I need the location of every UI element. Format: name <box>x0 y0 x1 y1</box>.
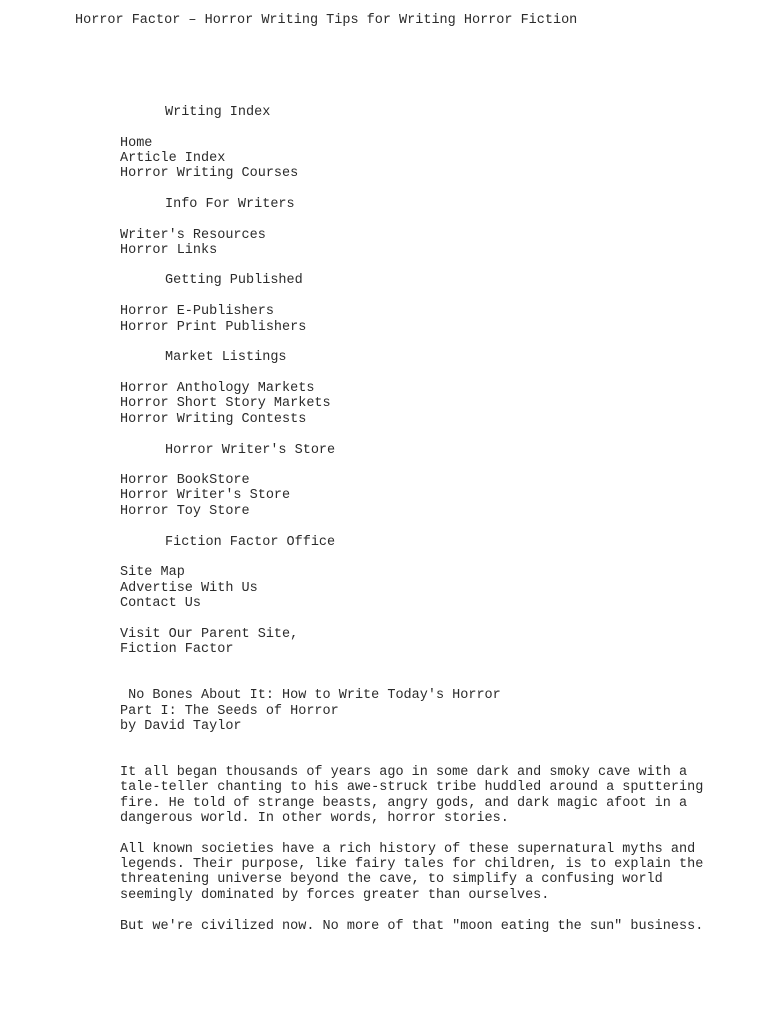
nav-link-advertise-with-us[interactable]: Advertise With Us <box>120 581 258 596</box>
paragraph-line: legends. Their purpose, like fairy tales for children, is to explain the <box>120 857 704 872</box>
nav-link-horror-bookstore[interactable]: Horror BookStore <box>120 473 250 488</box>
paragraph-line: But we're civilized now. No more of that "moon eating the sun" business. <box>120 919 704 934</box>
nav-link-home[interactable]: Home <box>120 136 153 151</box>
nav-link-contact-us[interactable]: Contact Us <box>120 596 202 611</box>
section-heading-fiction-factor-office: Fiction Factor Office <box>165 535 336 550</box>
nav-link-horror-toy-store[interactable]: Horror Toy Store <box>120 504 250 519</box>
nav-link-fiction-factor[interactable]: Fiction Factor <box>120 642 234 657</box>
nav-link-horror-print-publishers[interactable]: Horror Print Publishers <box>120 320 307 335</box>
nav-link-horror-writers-store[interactable]: Horror Writer's Store <box>120 488 291 503</box>
nav-link-article-index[interactable]: Article Index <box>120 151 226 166</box>
nav-link-horror-writing-courses[interactable]: Horror Writing Courses <box>120 166 299 181</box>
nav-link-horror-writing-contests[interactable]: Horror Writing Contests <box>120 412 307 427</box>
section-heading-writing-index: Writing Index <box>165 105 271 120</box>
article-title: No Bones About It: How to Write Today's Horror <box>120 688 501 703</box>
paragraph-line: dangerous world. In other words, horror stories. <box>120 811 509 826</box>
article-byline: by David Taylor <box>120 719 242 734</box>
section-heading-info-for-writers: Info For Writers <box>165 197 295 212</box>
parent-site-text: Visit Our Parent Site, <box>120 627 299 642</box>
nav-link-horror-links[interactable]: Horror Links <box>120 243 218 258</box>
nav-link-writers-resources[interactable]: Writer's Resources <box>120 228 266 243</box>
paragraph-line: fire. He told of strange beasts, angry gods, and dark magic afoot in a <box>120 796 688 811</box>
nav-link-horror-e-publishers[interactable]: Horror E-Publishers <box>120 304 274 319</box>
section-heading-market-listings: Market Listings <box>165 350 287 365</box>
paragraph-line: It all began thousands of years ago in some dark and smoky cave with a <box>120 765 688 780</box>
section-heading-horror-writers-store: Horror Writer's Store <box>165 443 336 458</box>
article-part: Part I: The Seeds of Horror <box>120 704 339 719</box>
paragraph-line: threatening universe beyond the cave, to simplify a confusing world <box>120 872 663 887</box>
paragraph-line: seemingly dominated by forces greater than ourselves. <box>120 888 550 903</box>
section-heading-getting-published: Getting Published <box>165 273 303 288</box>
nav-link-horror-anthology-markets[interactable]: Horror Anthology Markets <box>120 381 315 396</box>
nav-link-horror-short-story-markets[interactable]: Horror Short Story Markets <box>120 396 331 411</box>
nav-link-site-map[interactable]: Site Map <box>120 565 185 580</box>
paragraph-line: All known societies have a rich history of these supernatural myths and <box>120 842 696 857</box>
page-header: Horror Factor – Horror Writing Tips for Writing Horror Fiction <box>75 13 578 28</box>
paragraph-line: tale-teller chanting to his awe-struck tribe huddled around a sputtering <box>120 780 704 795</box>
